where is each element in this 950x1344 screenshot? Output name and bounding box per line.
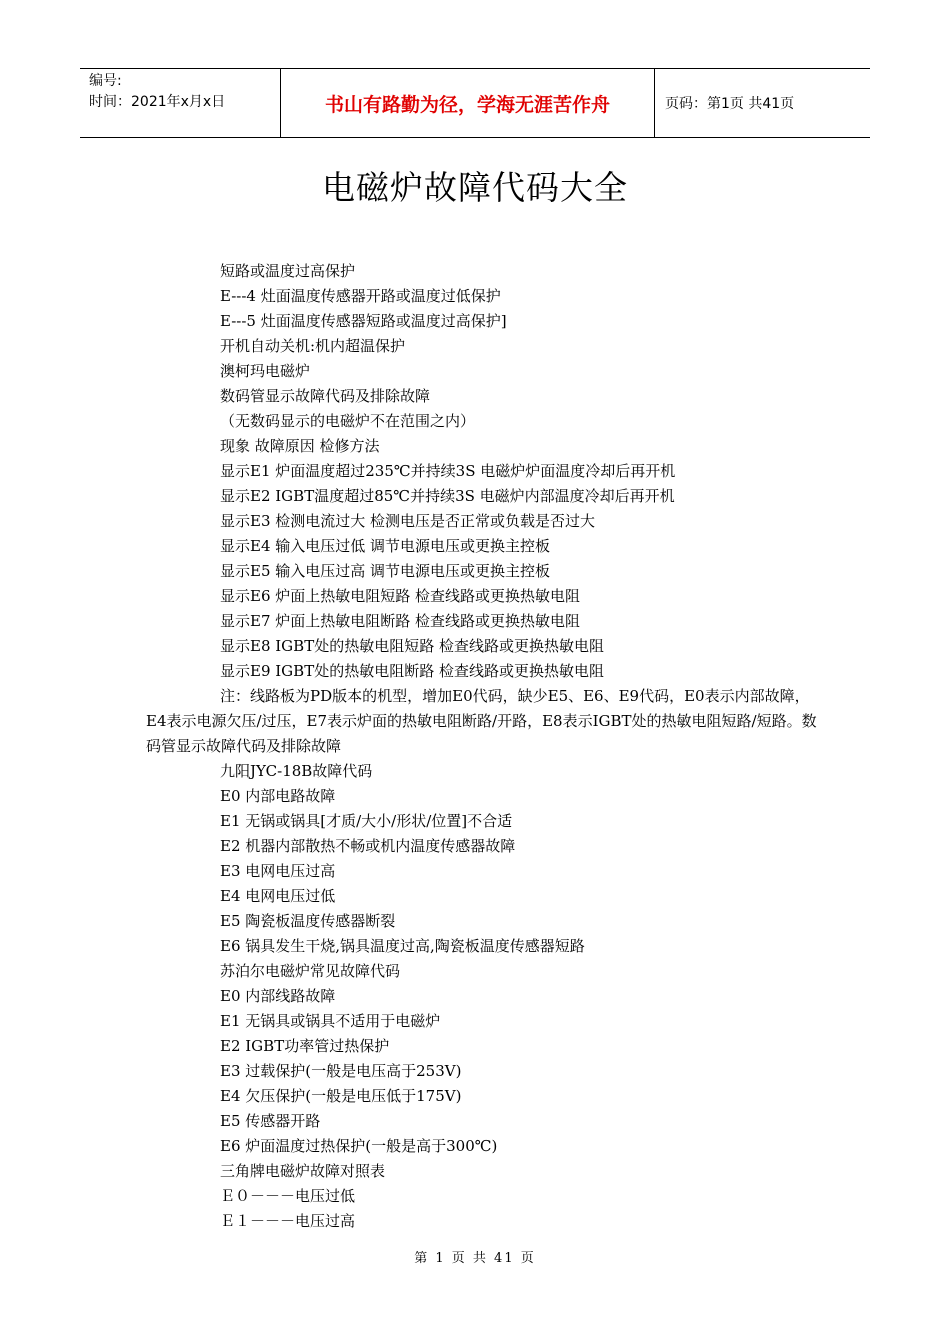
text-line: Ｅ１－－－电压过高 <box>220 1212 356 1230</box>
time-label: 时间：2021年x月x日 <box>89 94 226 110</box>
header-meta <box>80 69 281 137</box>
text-line: E4 电网电压过低 <box>220 887 336 905</box>
text-line: 显示E9 IGBT处的热敏电阻断路 检查线路或更换热敏电阻 <box>220 662 604 680</box>
text-line: 澳柯玛电磁炉 <box>220 362 311 380</box>
text-line: 显示E2 IGBT温度超过85℃并持续3S 电磁炉内部温度冷却后再开机 <box>220 487 675 505</box>
text-line: E4 欠压保护(一般是电压低于175V) <box>220 1087 462 1105</box>
text-line: E2 机器内部散热不畅或机内温度传感器故障 <box>220 837 516 855</box>
header-page-cell <box>655 69 870 137</box>
text-line: E3 过载保护(一般是电压高于253V) <box>220 1062 462 1080</box>
page-footer: 第 1 页 共 41 页 <box>414 1251 536 1266</box>
text-line: E5 传感器开路 <box>220 1112 321 1130</box>
document-body <box>146 259 826 1234</box>
text-line: E6 锅具发生干烧,锅具温度过高,陶瓷板温度传感器短路 <box>220 937 585 955</box>
text-line: 九阳JYC-18B故障代码 <box>220 762 373 780</box>
text-line: 显示E8 IGBT处的热敏电阻短路 检查线路或更换热敏电阻 <box>220 637 604 655</box>
text-line: E5 陶瓷板温度传感器断裂 <box>220 912 396 930</box>
page-title: 电磁炉故障代码大全 <box>322 168 628 207</box>
text-line: 三角牌电磁炉故障对照表 <box>220 1162 386 1180</box>
text-line: E6 炉面温度过热保护(一般是高于300℃) <box>220 1137 498 1155</box>
document-header <box>80 68 870 138</box>
text-line: 显示E6 炉面上热敏电阻短路 检查线路或更换热敏电阻 <box>220 587 581 605</box>
text-line: E0 内部电路故障 <box>220 787 336 805</box>
text-line: 数码管显示故障代码及排除故障 <box>220 387 431 405</box>
text-line: （无数码显示的电磁炉不在范围之内） <box>220 412 476 430</box>
text-line: E0 内部线路故障 <box>220 987 336 1005</box>
text-line: 显示E7 炉面上热敏电阻断路 检查线路或更换热敏电阻 <box>220 612 581 630</box>
motto-text: 书山有路勤为径，学海无涯苦作舟 <box>324 93 610 116</box>
text-line: 显示E3 检测电流过大 检测电压是否正常或负载是否过大 <box>220 512 596 530</box>
text-line: 显示E5 输入电压过高 调节电源电压或更换主控板 <box>220 562 551 580</box>
header-motto-cell <box>281 69 655 137</box>
text-line: 显示E1 炉面温度超过235℃并持续3S 电磁炉炉面温度冷却后再开机 <box>220 462 676 480</box>
text-line: E3 电网电压过高 <box>220 862 336 880</box>
text-line: Ｅ０－－－电压过低 <box>220 1187 356 1205</box>
text-line: E---5 灶面温度传感器短路或温度过高保护] <box>220 312 507 330</box>
text-line: 短路或温度过高保护 <box>220 262 356 280</box>
text-line: 显示E4 输入电压过低 调节电源电压或更换主控板 <box>220 537 551 555</box>
number-label: 编号: <box>89 73 122 89</box>
text-line: 开机自动关机:机内超温保护 <box>220 337 406 355</box>
text-line: E2 IGBT功率管过热保护 <box>220 1037 390 1055</box>
text-line: E---4 灶面温度传感器开路或温度过低保护 <box>220 287 501 305</box>
text-line: 苏泊尔电磁炉常见故障代码 <box>220 962 401 980</box>
text-line: 现象 故障原因 检修方法 <box>220 437 380 455</box>
note-paragraph: 注：线路板为PD版本的机型，增加E0代码，缺少E5、E6、E9代码，E0表示内部故障，E4表示电源欠压/过压，E7表示炉面的热敏电阻断路/开路，E8表示IGBT处的热敏电阻短路/短路。数码管显示故障代码及排除故障 <box>146 687 817 755</box>
page-label: 页码：第1页 共41页 <box>665 96 795 112</box>
text-line: E1 无锅或锅具[才质/大小/形状/位置]不合适 <box>220 812 513 830</box>
text-line: E1 无锅具或锅具不适用于电磁炉 <box>220 1012 441 1030</box>
